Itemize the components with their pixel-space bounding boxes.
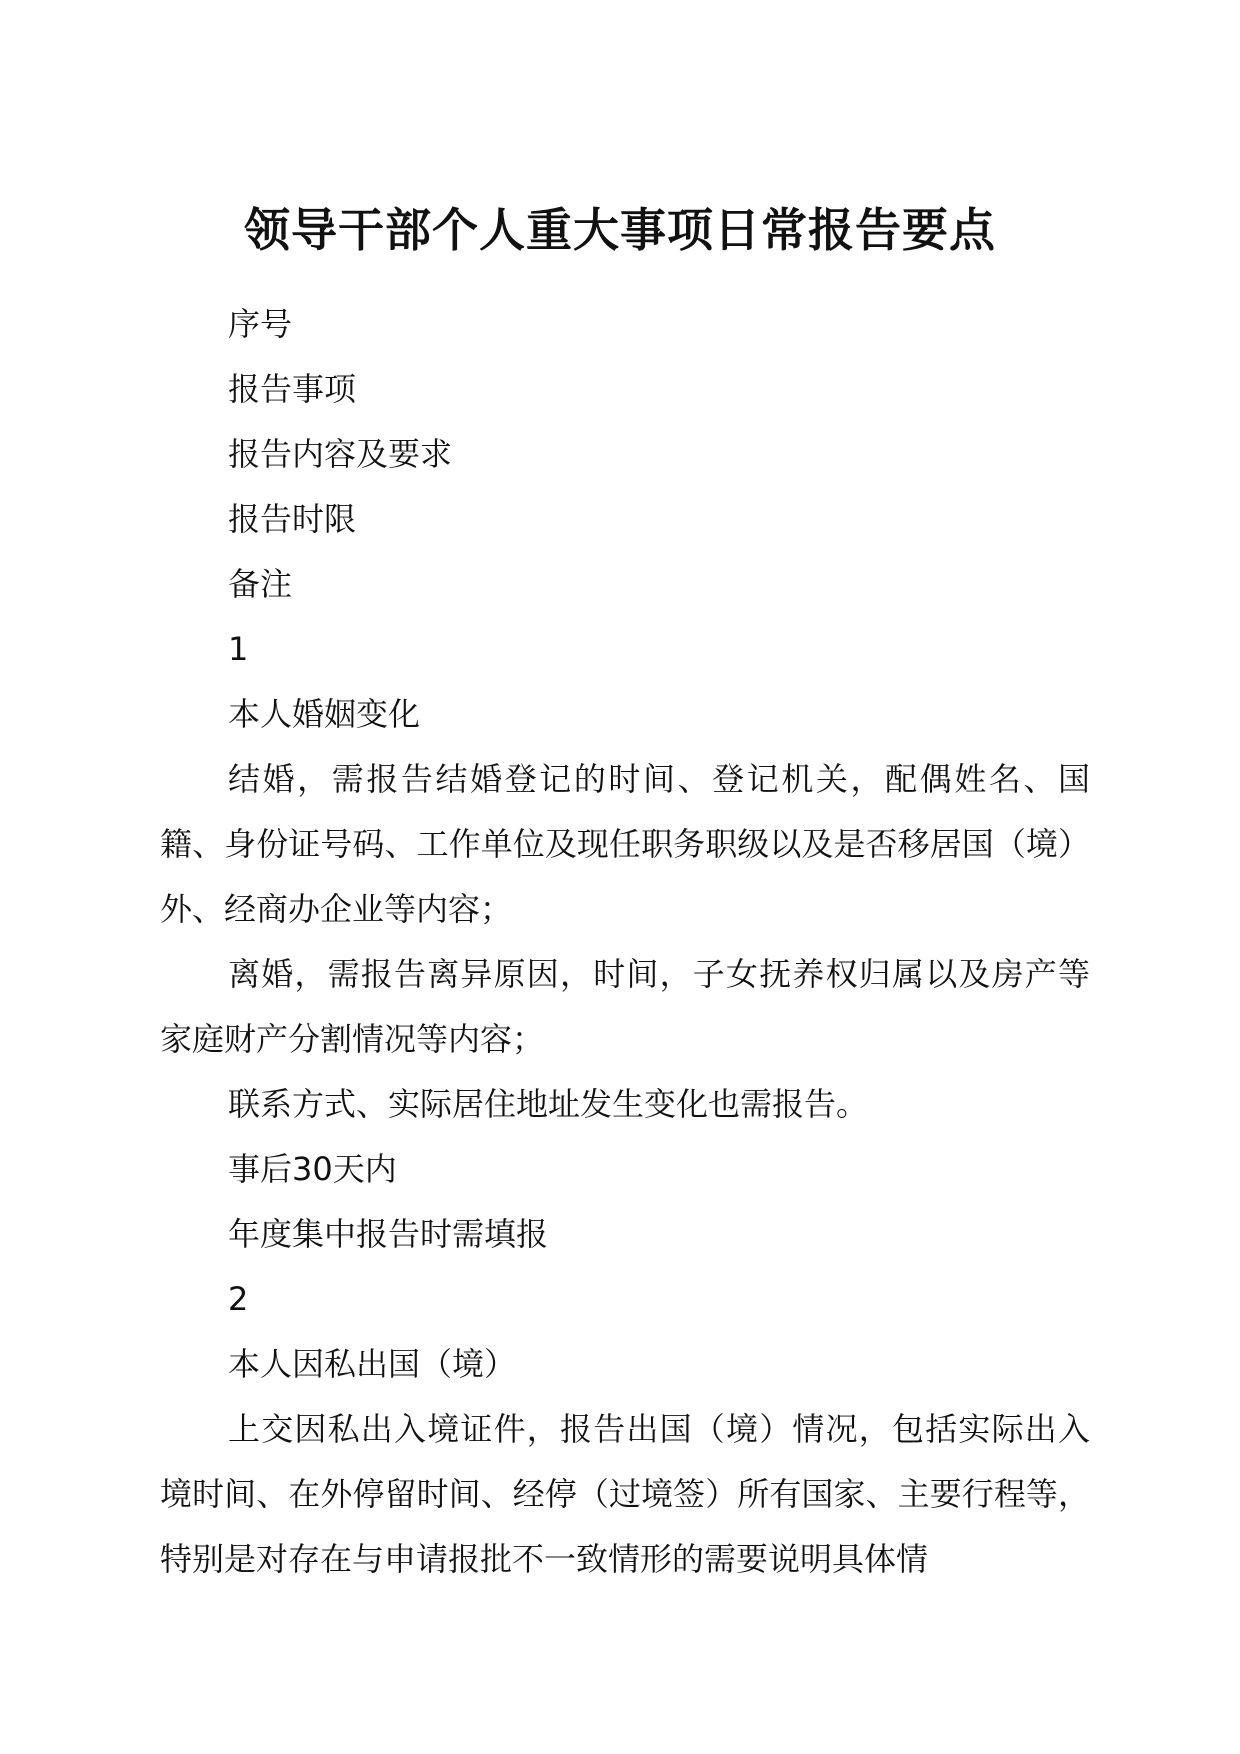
document-title: 领导干部个人重大事项日常报告要点 bbox=[244, 203, 996, 257]
paragraph-item-number-1: 1 bbox=[228, 630, 249, 668]
document-body bbox=[160, 292, 1090, 1592]
paragraph-divorce-requirements: 离婚，需报告离异原因，时间，子女抚养权归属以及房产等家庭财产分割情况等内容； bbox=[160, 955, 1090, 1058]
paragraph-item-marriage-change: 本人婚姻变化 bbox=[228, 695, 421, 733]
paragraph-remarks-header: 备注 bbox=[228, 565, 293, 603]
paragraph-annual-report-note: 年度集中报告时需填报 bbox=[228, 1215, 549, 1253]
paragraph-deadline-30-days: 事后30天内 bbox=[228, 1150, 397, 1188]
paragraph-marriage-requirements: 结婚，需报告结婚登记的时间、登记机关，配偶姓名、国籍、身份证号码、工作单位及现任职务职级以及是否移居国（境）外、经商办企业等内容； bbox=[160, 760, 1090, 928]
paragraph-contact-change: 联系方式、实际居住地址发生变化也需报告。 bbox=[228, 1085, 869, 1123]
paragraph-item-private-travel: 本人因私出国（境） bbox=[228, 1345, 517, 1383]
paragraph-report-content-header: 报告内容及要求 bbox=[228, 435, 453, 473]
paragraph-report-item-header: 报告事项 bbox=[228, 370, 357, 408]
paragraph-serial-number-header: 序号 bbox=[228, 305, 293, 343]
paragraph-report-deadline-header: 报告时限 bbox=[228, 500, 357, 538]
paragraph-item-number-2: 2 bbox=[228, 1280, 249, 1318]
paragraph-travel-requirements: 上交因私出入境证件，报告出国（境）情况，包括实际出入境时间、在外停留时间、经停（过境签）所有国家、主要行程等，特别是对存在与申请报批不一致情形的需要说明具体情 bbox=[160, 1410, 1090, 1578]
